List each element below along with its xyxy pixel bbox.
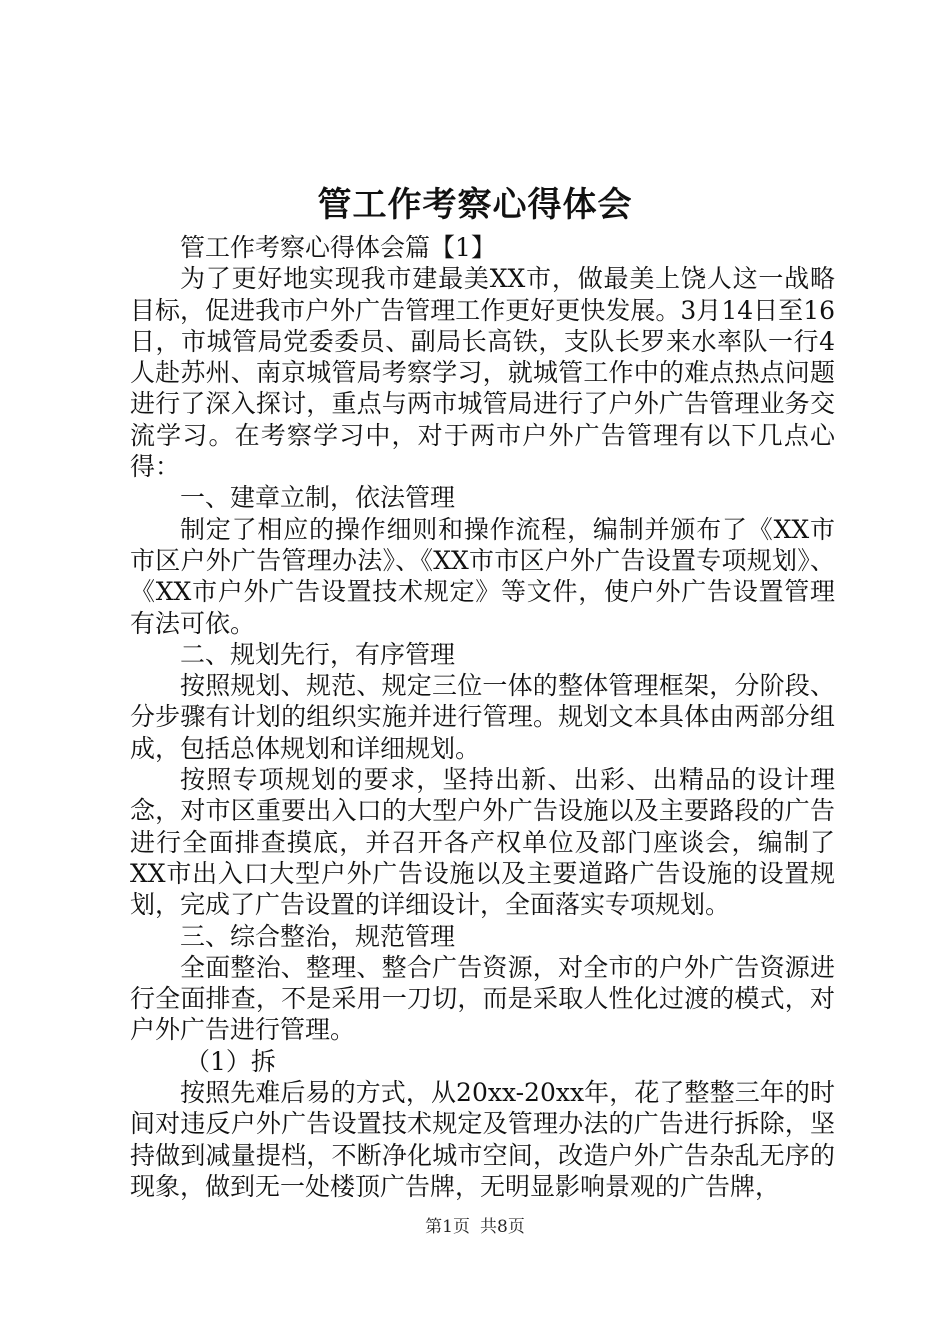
paragraph-section-2b: 按照专项规划的要求，坚持出新、出彩、出精品的设计理念，对市区重要出入口的大型户外广告设施以及主要路段的广告进行全面排查摸底，并召开各产权单位及部门座谈会，编制了XX市出入口大型户外广告设施以及主要道路广告设施的设置规划，完成了广告设置的详细设计，全面落实专项规划。 <box>130 765 835 920</box>
paragraph-section-1: 制定了相应的操作细则和操作流程，编制并颁布了《XX市市区户外广告管理办法》、《XX市市区户外广告设置专项规划》、《XX市户外广告设置技术规定》等文件，使户外广告设置管理有法可依。 <box>130 514 835 638</box>
heading-subsection-1: （1）拆 <box>185 1046 276 1076</box>
page-total: 共8页 <box>480 1217 525 1237</box>
heading-section-3: 三、综合整治，规范管理 <box>180 921 456 951</box>
heading-section-1: 一、建章立制，依法管理 <box>180 483 456 513</box>
document-body <box>130 232 835 1202</box>
heading-section-2: 二、规划先行，有序管理 <box>180 639 456 669</box>
paragraph-section-2a: 按照规划、规范、规定三位一体的整体管理框架，分阶段、分步骤有计划的组织实施并进行管理。规划文本具体由两部分组成，包括总体规划和详细规划。 <box>130 671 835 763</box>
page-footer <box>0 1216 950 1238</box>
section-subtitle: 管工作考察心得体会篇【1】 <box>180 233 496 262</box>
page-number: 第1页 <box>425 1217 470 1237</box>
paragraph-section-3: 全面整治、整理、整合广告资源，对全市的户外广告资源进行全面排查，不是采用一刀切，而是采取人性化过渡的模式，对户外广告进行管理。 <box>130 952 835 1045</box>
document-title: 管工作考察心得体会 <box>317 185 633 225</box>
paragraph-intro: 为了更好地实现我市建最美XX市，做最美上饶人这一战略目标，促进我市户外广告管理工作更好更快发展。3月14日至16日，市城管局党委委员、副局长高铁，支队长罗来水率队一行4人赴苏州、南京城管局考察学习，就城管工作中的难点热点问题进行了深入探讨，重点与两市城管局进行了户外广告管理业务交流学习。在考察学习中，对于两市户外广告管理有以下几点心得： <box>130 264 835 482</box>
paragraph-subsection-1: 按照先难后易的方式，从20xx-20xx年，花了整整三年的时间对违反户外广告设置技术规定及管理办法的广告进行拆除，坚持做到减量提档，不断净化城市空间，改造户外广告杂乱无序的现象，做到无一处楼顶广告牌，无明显影响景观的广告牌， <box>130 1078 835 1201</box>
